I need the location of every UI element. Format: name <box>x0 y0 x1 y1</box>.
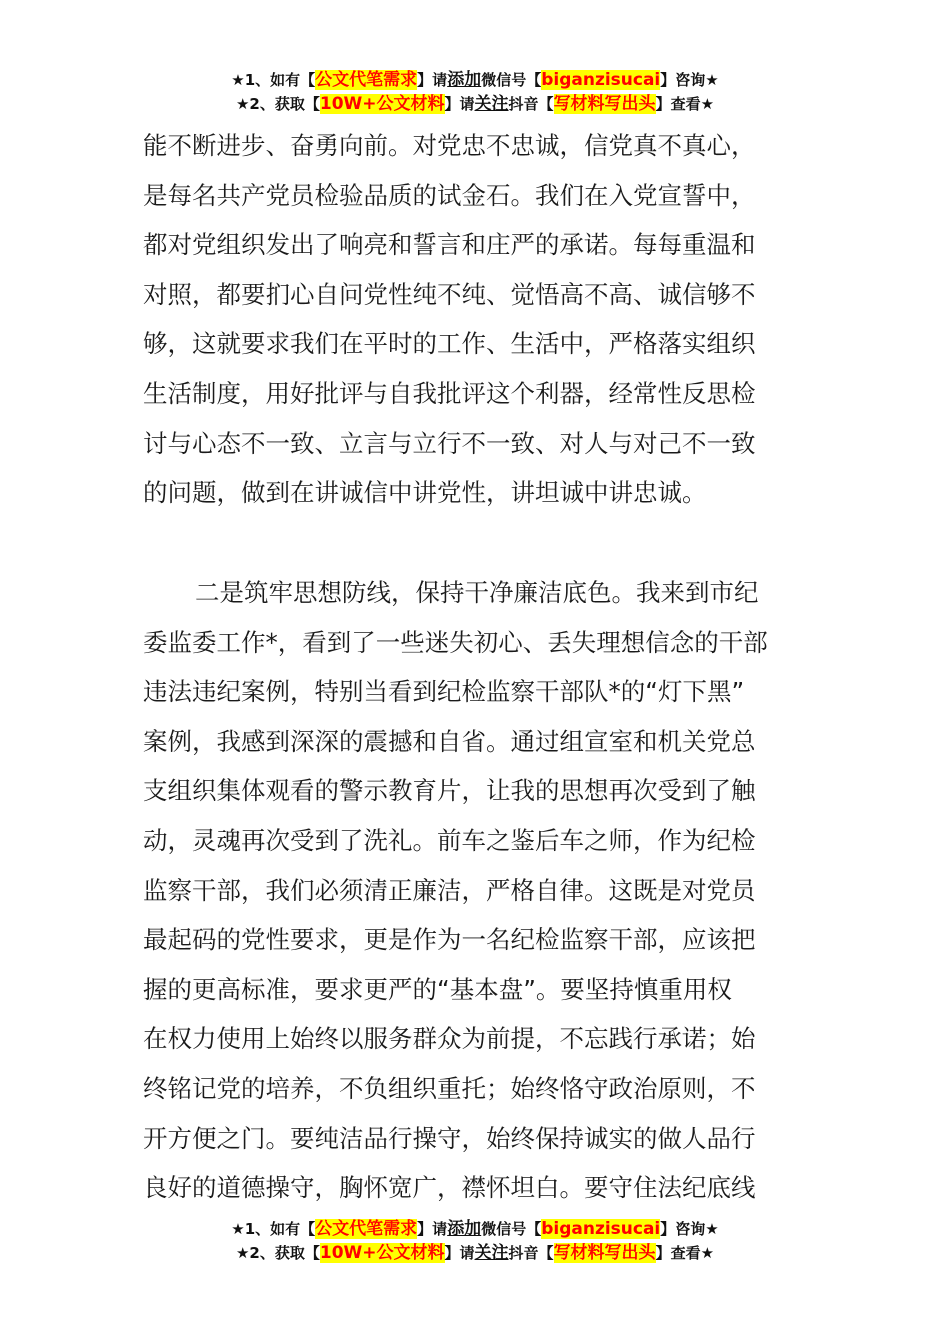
banner-text: 】查看★ <box>655 95 715 113</box>
text-line: 监察干部，我们必须清正廉洁，严格自律。这既是对党员 <box>143 875 756 905</box>
banner-highlight: 写材料写出头 <box>553 1243 656 1263</box>
paragraph-2 <box>143 568 807 1213</box>
banner-text: 】查看★ <box>655 1244 715 1262</box>
text-line: 能不断进步、奋勇向前。对党忠不忠诚，信党真不真心， <box>143 131 756 160</box>
banner-text: 】请 <box>417 71 448 89</box>
text-line: 讨与心态不一致、立言与立行不一致、对人与对己不一致 <box>143 428 756 458</box>
text-line: 良好的道德操守，胸怀宽广，襟怀坦白。要守住法纪底线 <box>143 1173 756 1203</box>
banner-underline: 关注 <box>474 94 509 114</box>
banner-text: ★1、如有【 <box>231 1220 316 1238</box>
text-line: 委监委工作*，看到了一些迷失初心、丢失理想信念的干部 <box>143 627 768 657</box>
banner-line-1 <box>0 1217 950 1241</box>
text-line: 生活制度，用好批评与自我批评这个利器，经常性反思检 <box>143 378 756 408</box>
banner-line-1 <box>0 68 950 92</box>
text-line: 二是筑牢思想防线，保持干净廉洁底色。我来到市纪 <box>195 578 759 607</box>
header-banner <box>0 68 950 116</box>
banner-underline: 添加 <box>447 1219 482 1239</box>
text-line: 开方便之门。要纯洁品行操守，始终保持诚实的做人品行 <box>143 1123 756 1153</box>
text-line: 是每名共产党员检验品质的试金石。我们在入党宣誓中， <box>143 180 756 210</box>
banner-text: 】咨询★ <box>660 1220 719 1238</box>
banner-text: 】请 <box>444 95 475 113</box>
text-line: 终铭记党的培养，不负组织重托；始终恪守政治原则，不 <box>143 1073 756 1103</box>
banner-highlight: biganzisucai <box>541 1219 661 1239</box>
banner-text: 】请 <box>417 1220 448 1238</box>
text-line: 违法违纪案例，特别当看到纪检监察干部队*的“灯下黑” <box>143 677 745 707</box>
text-line: 对照，都要扪心自问党性纯不纯、觉悟高不高、诚信够不 <box>143 279 756 309</box>
text-line: 支组织集体观看的警示教育片，让我的思想再次受到了触 <box>143 776 756 806</box>
banner-highlight: 10W+公文材料 <box>319 1243 445 1263</box>
banner-text: ★1、如有【 <box>231 71 316 89</box>
banner-text: 微信号【 <box>481 1220 542 1238</box>
text-line: 在权力使用上始终以服务群众为前提，不忘践行承诺；始 <box>143 1024 756 1054</box>
banner-highlight: 公文代笔需求 <box>315 70 418 90</box>
text-line: 最起码的党性要求，更是作为一名纪检监察干部，应该把 <box>143 925 756 955</box>
text-line: 动，灵魂再次受到了洗礼。前车之鉴后车之师，作为纪检 <box>143 825 756 855</box>
footer-banner <box>0 1217 950 1265</box>
banner-text: 抖音【 <box>508 95 554 113</box>
paragraph-1 <box>143 121 807 518</box>
banner-underline: 关注 <box>474 1243 509 1263</box>
banner-highlight: 10W+公文材料 <box>319 94 445 114</box>
banner-text: ★2、获取【 <box>235 95 320 113</box>
banner-text: 】请 <box>444 1244 475 1262</box>
banner-line-2 <box>0 92 950 116</box>
banner-highlight: biganzisucai <box>541 70 661 90</box>
text-line: 握的更高标准，要求更严的“基本盘”。要坚持慎重用权 <box>143 974 732 1004</box>
banner-text: 抖音【 <box>508 1244 554 1262</box>
text-line: 案例，我感到深深的震撼和自省。通过组宣室和机关党总 <box>143 726 756 756</box>
banner-text: 微信号【 <box>481 71 542 89</box>
text-line: 的问题，做到在讲诚信中讲党性，讲坦诚中讲忠诚。 <box>143 478 707 508</box>
text-line: 都对党组织发出了响亮和誓言和庄严的承诺。每每重温和 <box>143 230 756 260</box>
banner-text: 】咨询★ <box>660 71 719 89</box>
text-line: 够，这就要求我们在平时的工作、生活中，严格落实组织 <box>143 329 756 359</box>
banner-underline: 添加 <box>447 70 482 90</box>
banner-highlight: 写材料写出头 <box>553 94 656 114</box>
banner-line-2 <box>0 1241 950 1265</box>
banner-text: ★2、获取【 <box>235 1244 320 1262</box>
banner-highlight: 公文代笔需求 <box>315 1219 418 1239</box>
